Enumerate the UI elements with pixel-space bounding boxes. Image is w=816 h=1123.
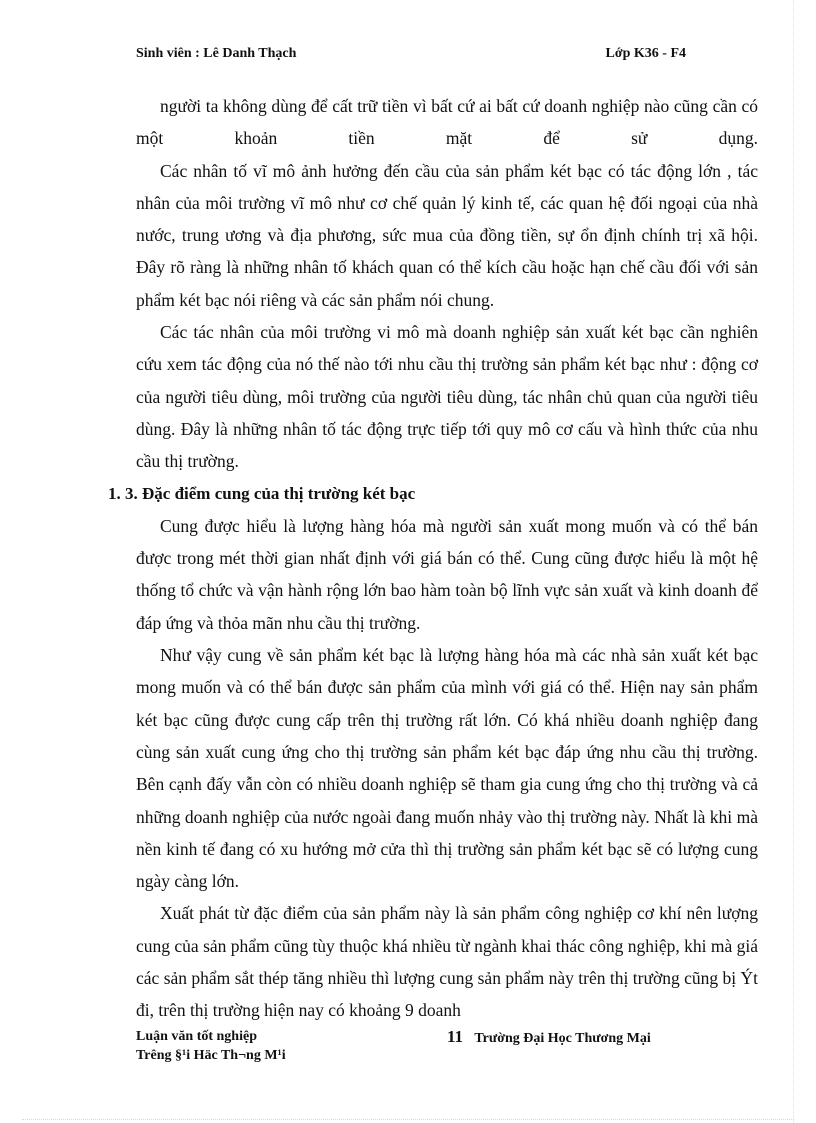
paragraph-5: [136, 639, 758, 897]
page-bottom-border: [22, 1119, 794, 1120]
paragraph-line: người ta không dùng để cất trữ tiền vì bất cứ ai bất cứ doanh nghiệp nào cũng: [160, 96, 708, 116]
paragraph-line: hạn chế cầu đối với sản phẩm két bạc nói riêng và các sản phẩm nói chung.: [136, 257, 758, 310]
paragraph-line: Các nhân tố vĩ mô ảnh hưởng đến cầu của sản phẩm két bạc có tác động lớn ,: [160, 160, 732, 181]
header-class: Lớp K36 - F4: [605, 46, 686, 61]
paragraph-line: nghiệp, khi mà giá các sản phẩm sắt thép tăng nhiều thì lượng cung sản phẩm: [136, 935, 758, 989]
paragraph-1: [136, 90, 758, 155]
paragraph-line: Cung được hiểu là lượng hàng hóa mà người sản xuất mong muốn và có thể: [160, 515, 727, 536]
footer-university: Trường Đại Học Thương Mại: [474, 1031, 651, 1046]
paragraph-line: tác nhân của môi trường vĩ mô như cơ chế quản lý kinh tế, các quan hệ đối ngoại: [136, 160, 758, 213]
page-right-border: [793, 0, 794, 1123]
header-student-name: Sinh viên : Lê Danh Thạch: [136, 46, 297, 61]
paragraph-line: như : động cơ của người tiêu dùng, môi trường của người tiêu dùng, tác nhân: [136, 354, 759, 407]
paragraph-line: này trên thị trường cũng bị Ýt đi, trên thị trường hiện nay có khoảng 9 doanh: [136, 968, 759, 1021]
paragraph-line: nay sản phẩm két bạc cũng được cung cấp trên thị trường rất lớn. Có khá nhiều: [136, 677, 759, 730]
paragraph-line: chính trị xã hội. Đây rõ ràng là những nhân tố khách quan có thể kích cầu hoặc: [136, 225, 759, 278]
paragraph-line: mô cơ cấu và hình thức của nhu cầu thị trường.: [136, 418, 758, 472]
page-header: [136, 46, 686, 66]
paragraph-3: [136, 316, 758, 477]
paragraph-line: cần có một khoản tiền mặt để sử dụng.: [136, 96, 759, 149]
paragraph-line: Xuất phát từ đặc điểm của sản phẩm này là sản phẩm công nghiệp cơ khí nên: [160, 903, 712, 924]
paragraph-line: của nhà nước, trung ương và địa phương, sức mua của đồng tiền, sự ổn định: [136, 192, 759, 246]
paragraph-line: két bạc mong muốn và có thể bán được sản phẩm của mình với giá có thể. Hiện: [136, 645, 759, 698]
paragraph-2: [136, 155, 758, 316]
paragraph-line: cửa thì thị trường sản phẩm két bạc sẽ có lượng cung ngày càng lớn.: [136, 838, 758, 892]
document-body: [108, 90, 759, 1027]
footer-thesis-label: Luận văn tốt nghiệp: [136, 1029, 257, 1044]
paragraph-line: gia cung ứng cho thị trường và cả những doanh nghiệp của nước ngoài đang: [136, 774, 759, 827]
paragraph-line: là một hệ thống tổ chức và vận hành rộng lớn bao hàm toàn bộ lĩnh vực sản xuất: [136, 548, 758, 601]
paragraph-line: doanh nghiệp đang cùng sản xuất cung ứng cho thị trường sản phẩm két bạc đáp: [136, 709, 759, 762]
paragraph-6: [136, 897, 758, 1026]
paragraph-line: và kinh doanh để đáp ứng và thỏa mãn nhu cầu thị trường.: [136, 580, 759, 633]
paragraph-line: Các tác nhân của môi trường vi mô mà doanh nghiệp sản xuất két bạc cần: [160, 322, 705, 343]
page-number: 11: [447, 1027, 464, 1046]
paragraph-line: chủ quan của người tiêu dùng. Đây là những nhân tố tác động trực tiếp tới quy: [136, 386, 758, 439]
footer-right: [447, 1027, 651, 1048]
paragraph-line: Như vậy cung về sản phẩm két bạc là lượng hàng hóa mà các nhà sản xuất: [160, 645, 702, 666]
paragraph-line: lượng cung của sản phẩm cũng tùy thuộc khá nhiều từ ngành khai thác công: [136, 903, 758, 956]
paragraph-line: ứng nhu cầu thị trường. Bên cạnh đấy vẫn còn có nhiều doanh nghiệp sẽ tham: [136, 741, 758, 795]
paragraph-line: nghiên cứu xem tác động của nó thế nào tới nhu cầu thị trường sản phẩm két bạc: [136, 322, 759, 375]
paragraph-line: muốn nhảy vào thị trường này. Nhất là khi mà nền kinh tế đang có xu hướng mở: [136, 806, 758, 859]
page-footer: [136, 1027, 696, 1071]
paragraph-line: bán được trong mét thời gian nhất định với giá bán có thể. Cung cũng được hiểu: [136, 515, 759, 569]
section-heading: 1. 3. Đặc điểm cung của thị trường két bạc: [108, 483, 416, 503]
paragraph-4: [136, 510, 758, 639]
footer-university-legacy: Trêng §¹i Häc Th¬ng M¹i: [136, 1048, 286, 1063]
